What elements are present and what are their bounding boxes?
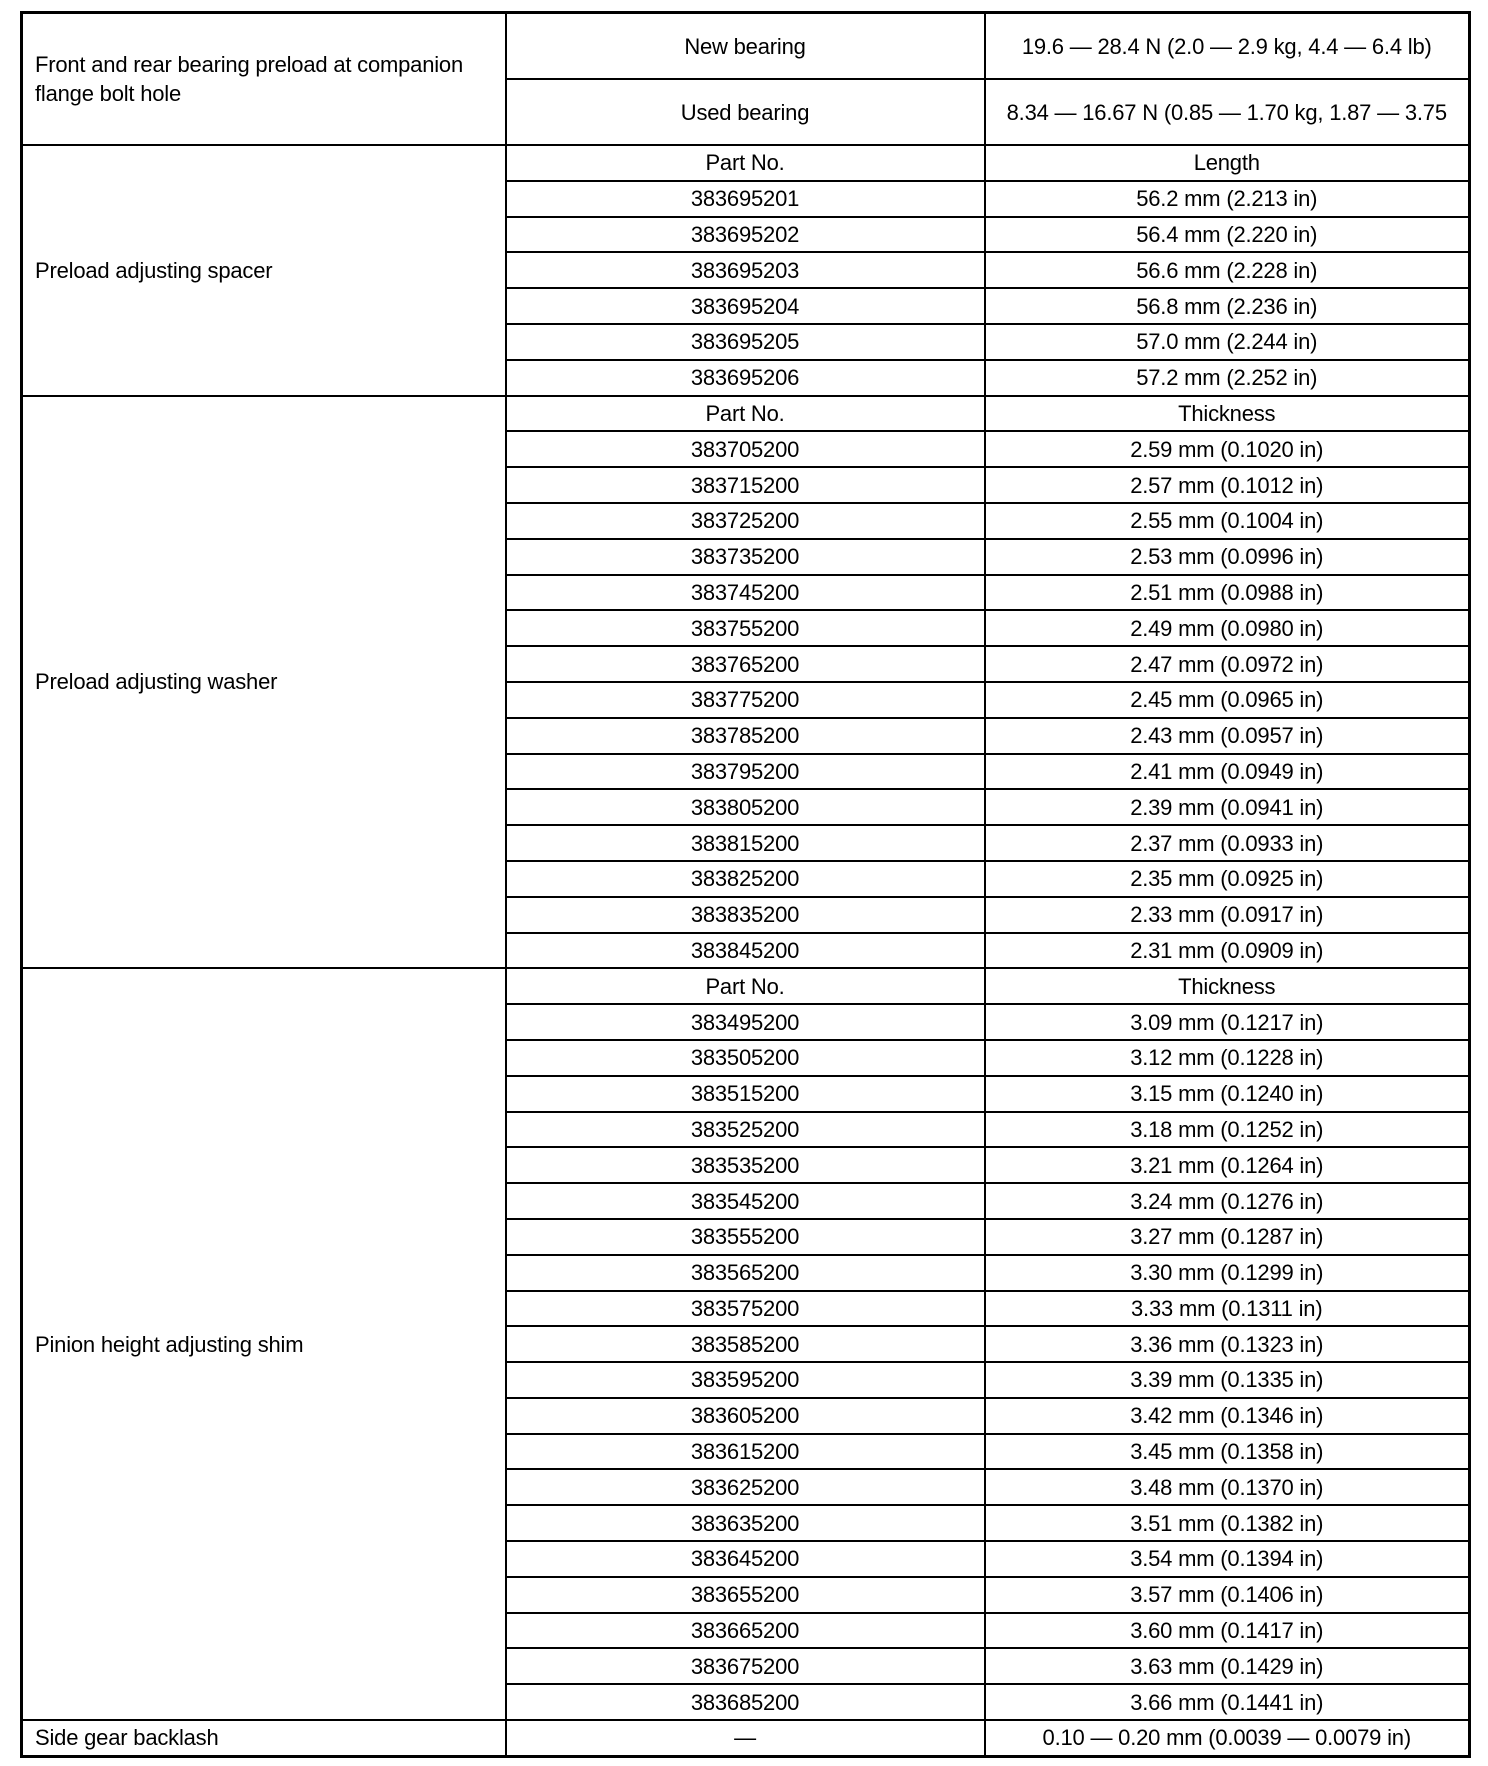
part-number-cell: 383715200 bbox=[506, 467, 985, 503]
dimension-cell: 57.2 mm (2.252 in) bbox=[985, 360, 1470, 396]
part-number-cell: 383515200 bbox=[506, 1076, 985, 1112]
item-label: Pinion height adjusting shim bbox=[22, 968, 506, 1720]
dimension-cell: 56.2 mm (2.213 in) bbox=[985, 181, 1470, 217]
dimension-cell: 3.36 mm (0.1323 in) bbox=[985, 1326, 1470, 1362]
column-header-dimension: Length bbox=[985, 145, 1470, 181]
part-number-cell: 383725200 bbox=[506, 503, 985, 539]
dimension-cell: 3.57 mm (0.1406 in) bbox=[985, 1577, 1470, 1613]
dimension-cell: 3.27 mm (0.1287 in) bbox=[985, 1219, 1470, 1255]
dimension-cell: 2.41 mm (0.0949 in) bbox=[985, 754, 1470, 790]
column-header-dimension: Thickness bbox=[985, 968, 1470, 1004]
value-cell: 0.10 — 0.20 mm (0.0039 — 0.0079 in) bbox=[985, 1720, 1470, 1756]
item-label: Preload adjusting washer bbox=[22, 396, 506, 969]
dimension-cell: 3.54 mm (0.1394 in) bbox=[985, 1541, 1470, 1577]
part-number-cell: 383555200 bbox=[506, 1219, 985, 1255]
part-number-cell: 383695204 bbox=[506, 288, 985, 324]
dimension-cell: 2.39 mm (0.0941 in) bbox=[985, 789, 1470, 825]
table-row bbox=[22, 396, 1470, 432]
dimension-cell: 2.59 mm (0.1020 in) bbox=[985, 431, 1470, 467]
part-number-cell: 383595200 bbox=[506, 1362, 985, 1398]
column-header-dimension: Thickness bbox=[985, 396, 1470, 432]
part-number-cell: 383685200 bbox=[506, 1684, 985, 1720]
item-label: Side gear backlash bbox=[22, 1720, 506, 1756]
dimension-cell: 56.8 mm (2.236 in) bbox=[985, 288, 1470, 324]
dimension-cell: 2.43 mm (0.0957 in) bbox=[985, 718, 1470, 754]
part-number-cell: 383615200 bbox=[506, 1434, 985, 1470]
item-label: Front and rear bearing preload at companion flange bolt hole bbox=[22, 13, 506, 146]
part-number-cell: 383665200 bbox=[506, 1613, 985, 1649]
part-number-cell: 383505200 bbox=[506, 1040, 985, 1076]
part-number-cell: 383655200 bbox=[506, 1577, 985, 1613]
part-number-cell: 383695202 bbox=[506, 217, 985, 253]
part-number-cell: 383635200 bbox=[506, 1505, 985, 1541]
dimension-cell: 3.18 mm (0.1252 in) bbox=[985, 1112, 1470, 1148]
dimension-cell: 3.15 mm (0.1240 in) bbox=[985, 1076, 1470, 1112]
dimension-cell: 3.33 mm (0.1311 in) bbox=[985, 1291, 1470, 1327]
part-number-cell: 383605200 bbox=[506, 1398, 985, 1434]
part-number-cell: 383675200 bbox=[506, 1648, 985, 1684]
table-row bbox=[22, 13, 1470, 80]
part-number-cell: 383745200 bbox=[506, 575, 985, 611]
dimension-cell: 2.47 mm (0.0972 in) bbox=[985, 646, 1470, 682]
part-number-cell: 383815200 bbox=[506, 825, 985, 861]
dimension-cell: 2.57 mm (0.1012 in) bbox=[985, 467, 1470, 503]
part-number-cell: 383545200 bbox=[506, 1183, 985, 1219]
dimension-cell: 2.51 mm (0.0988 in) bbox=[985, 575, 1470, 611]
part-number-cell: 383805200 bbox=[506, 789, 985, 825]
part-number-cell: 383645200 bbox=[506, 1541, 985, 1577]
dimension-cell: 3.51 mm (0.1382 in) bbox=[985, 1505, 1470, 1541]
dimension-cell: 3.48 mm (0.1370 in) bbox=[985, 1469, 1470, 1505]
part-number-cell: 383755200 bbox=[506, 610, 985, 646]
dimension-cell: 56.4 mm (2.220 in) bbox=[985, 217, 1470, 253]
dimension-cell: 2.31 mm (0.0909 in) bbox=[985, 933, 1470, 969]
value-cell: 19.6 — 28.4 N (2.0 — 2.9 kg, 4.4 — 6.4 lb) bbox=[985, 13, 1470, 80]
part-number-cell: 383775200 bbox=[506, 682, 985, 718]
part-number-cell: 383625200 bbox=[506, 1469, 985, 1505]
dimension-cell: 2.37 mm (0.0933 in) bbox=[985, 825, 1470, 861]
part-number-cell: — bbox=[506, 1720, 985, 1756]
condition-cell: New bearing bbox=[506, 13, 985, 80]
dimension-cell: 3.66 mm (0.1441 in) bbox=[985, 1684, 1470, 1720]
part-number-cell: 383765200 bbox=[506, 646, 985, 682]
part-number-cell: 383825200 bbox=[506, 861, 985, 897]
condition-cell: Used bearing bbox=[506, 79, 985, 145]
dimension-cell: 2.33 mm (0.0917 in) bbox=[985, 897, 1470, 933]
column-header-part-no: Part No. bbox=[506, 145, 985, 181]
part-number-cell: 383705200 bbox=[506, 431, 985, 467]
part-number-cell: 383695203 bbox=[506, 252, 985, 288]
table-row bbox=[22, 968, 1470, 1004]
dimension-cell: 2.55 mm (0.1004 in) bbox=[985, 503, 1470, 539]
part-number-cell: 383495200 bbox=[506, 1004, 985, 1040]
part-number-cell: 383785200 bbox=[506, 718, 985, 754]
column-header-part-no: Part No. bbox=[506, 396, 985, 432]
part-number-cell: 383565200 bbox=[506, 1255, 985, 1291]
dimension-cell: 3.21 mm (0.1264 in) bbox=[985, 1147, 1470, 1183]
dimension-cell: 2.35 mm (0.0925 in) bbox=[985, 861, 1470, 897]
part-number-cell: 383695206 bbox=[506, 360, 985, 396]
table-row bbox=[22, 1720, 1470, 1756]
part-number-cell: 383585200 bbox=[506, 1326, 985, 1362]
part-number-cell: 383535200 bbox=[506, 1147, 985, 1183]
specifications-table bbox=[20, 11, 1471, 1758]
dimension-cell: 3.60 mm (0.1417 in) bbox=[985, 1613, 1470, 1649]
part-number-cell: 383695201 bbox=[506, 181, 985, 217]
dimension-cell: 3.42 mm (0.1346 in) bbox=[985, 1398, 1470, 1434]
part-number-cell: 383575200 bbox=[506, 1291, 985, 1327]
dimension-cell: 3.30 mm (0.1299 in) bbox=[985, 1255, 1470, 1291]
part-number-cell: 383695205 bbox=[506, 324, 985, 360]
item-label: Preload adjusting spacer bbox=[22, 145, 506, 396]
dimension-cell: 2.53 mm (0.0996 in) bbox=[985, 539, 1470, 575]
part-number-cell: 383835200 bbox=[506, 897, 985, 933]
column-header-part-no: Part No. bbox=[506, 968, 985, 1004]
dimension-cell: 2.45 mm (0.0965 in) bbox=[985, 682, 1470, 718]
part-number-cell: 383525200 bbox=[506, 1112, 985, 1148]
dimension-cell: 57.0 mm (2.244 in) bbox=[985, 324, 1470, 360]
dimension-cell: 3.45 mm (0.1358 in) bbox=[985, 1434, 1470, 1470]
dimension-cell: 3.24 mm (0.1276 in) bbox=[985, 1183, 1470, 1219]
part-number-cell: 383795200 bbox=[506, 754, 985, 790]
dimension-cell: 56.6 mm (2.228 in) bbox=[985, 252, 1470, 288]
dimension-cell: 2.49 mm (0.0980 in) bbox=[985, 610, 1470, 646]
value-cell: 8.34 — 16.67 N (0.85 — 1.70 kg, 1.87 — 3.75 bbox=[985, 79, 1470, 145]
part-number-cell: 383735200 bbox=[506, 539, 985, 575]
dimension-cell: 3.09 mm (0.1217 in) bbox=[985, 1004, 1470, 1040]
dimension-cell: 3.63 mm (0.1429 in) bbox=[985, 1648, 1470, 1684]
dimension-cell: 3.12 mm (0.1228 in) bbox=[985, 1040, 1470, 1076]
part-number-cell: 383845200 bbox=[506, 933, 985, 969]
table-row bbox=[22, 145, 1470, 181]
dimension-cell: 3.39 mm (0.1335 in) bbox=[985, 1362, 1470, 1398]
